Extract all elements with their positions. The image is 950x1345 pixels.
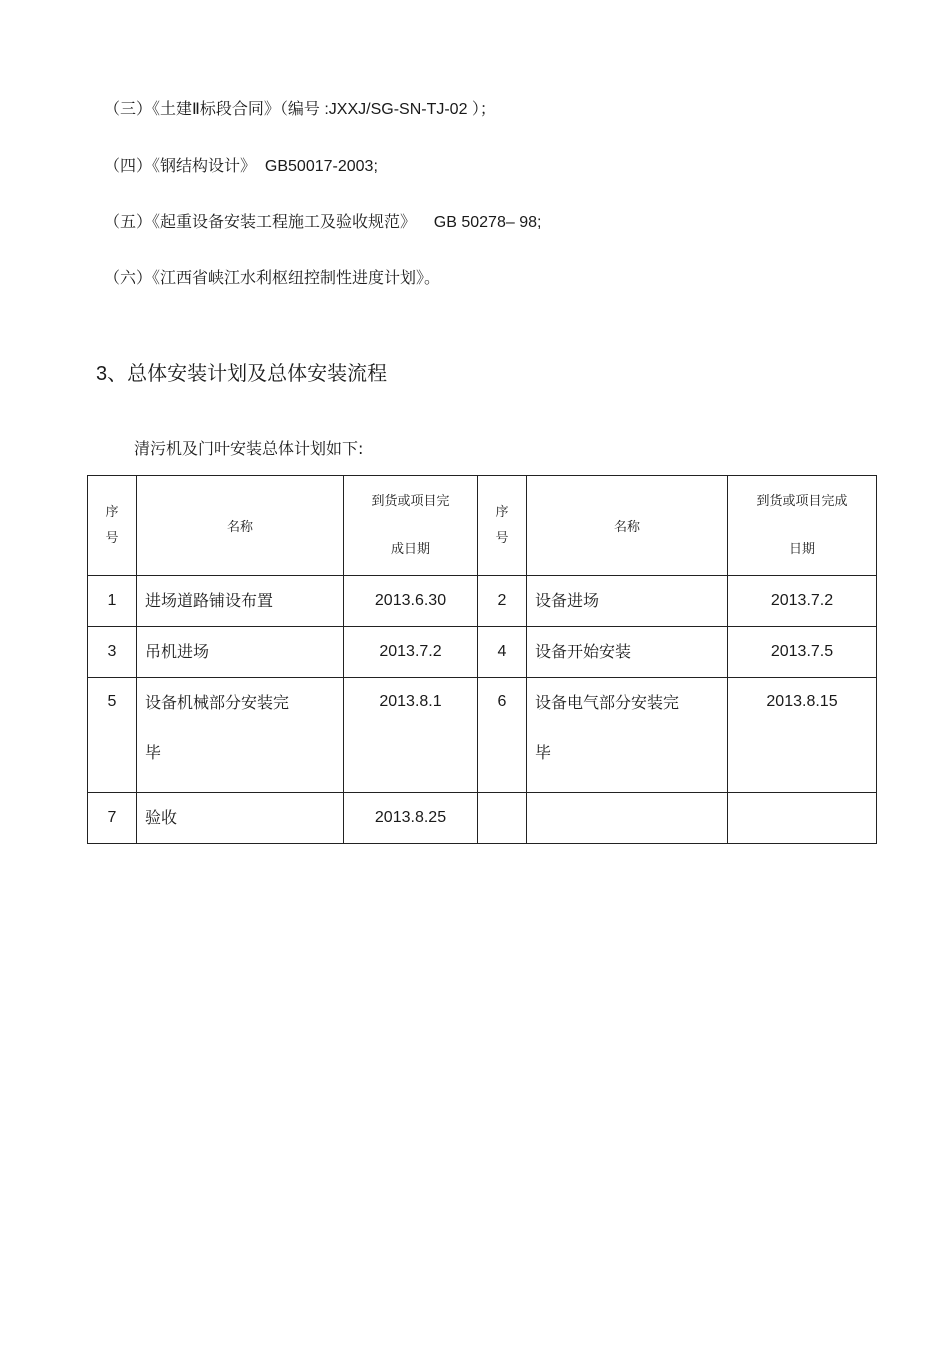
row-number: 3 (88, 627, 137, 678)
header-date-line2: 成日期 (390, 541, 430, 557)
row-number (478, 793, 527, 844)
row-name: 设备进场 (527, 576, 728, 627)
row-name (137, 678, 344, 793)
row-date: 2013.8.25 (344, 793, 478, 844)
header-date (728, 476, 877, 576)
table-row (88, 793, 877, 844)
row-name: 吊机进场 (137, 627, 344, 678)
row-date: 2013.8.15 (728, 678, 877, 793)
reference-code: GB50017-2003; (256, 158, 378, 175)
reference-code: GB 50278– 98; (416, 214, 542, 231)
table-row (88, 678, 877, 793)
row-number: 1 (88, 576, 137, 627)
header-name: 名称 (137, 476, 344, 576)
reference-item-3 (104, 99, 496, 120)
row-name-line2: 毕 (535, 743, 552, 762)
row-number: 7 (88, 793, 137, 844)
row-name-line1: 设备电气部分安装完 (535, 693, 680, 712)
reference-code: :JXXJ/SG-SN-TJ-02 ）； (319, 101, 496, 118)
reference-item-6 (104, 268, 440, 289)
header-seq-line1: 序 (105, 504, 119, 520)
reference-item-5 (104, 212, 541, 233)
reference-title: （六）《江西省峡江水利枢纽控制性进度计划》。 (104, 268, 441, 287)
header-date (344, 476, 478, 576)
row-number: 4 (478, 627, 527, 678)
row-date: 2013.7.2 (728, 576, 877, 627)
row-name: 设备开始安装 (527, 627, 728, 678)
row-name: 进场道路铺设布置 (137, 576, 344, 627)
row-number: 6 (478, 678, 527, 793)
header-date-line1: 到货或项目完成 (756, 493, 848, 509)
section-heading (96, 360, 387, 387)
row-name-line1: 设备机械部分安装完 (145, 693, 290, 712)
header-name: 名称 (527, 476, 728, 576)
reference-title: （三）《土建Ⅱ标段合同》（编号 (104, 99, 320, 118)
table-header-row (88, 476, 877, 576)
header-seq-line2: 号 (495, 530, 509, 546)
header-seq (88, 476, 137, 576)
header-date-line2: 日期 (788, 541, 815, 557)
section-number: 3、 (96, 363, 128, 385)
row-date: 2013.7.2 (344, 627, 478, 678)
table-row (88, 576, 877, 627)
row-number: 2 (478, 576, 527, 627)
header-date-line1: 到货或项目完 (371, 493, 450, 509)
header-seq-line2: 号 (105, 530, 119, 546)
reference-title: （五）《起重设备安装工程施工及验收规范》 (104, 212, 417, 231)
reference-title: （四）《钢结构设计》 (104, 156, 257, 175)
row-number: 5 (88, 678, 137, 793)
row-name (527, 678, 728, 793)
row-name: 验收 (137, 793, 344, 844)
installation-plan-table (87, 475, 877, 844)
row-date (728, 793, 877, 844)
row-date: 2013.8.1 (344, 678, 478, 793)
intro-paragraph: 清污机及门叶安装总体计划如下: (134, 439, 364, 458)
section-title: 总体安装计划及总体安装流程 (127, 361, 388, 385)
table-row (88, 627, 877, 678)
row-name-line2: 毕 (145, 743, 162, 762)
header-seq-line1: 序 (495, 504, 509, 520)
header-seq (478, 476, 527, 576)
row-date: 2013.7.5 (728, 627, 877, 678)
row-name (527, 793, 728, 844)
reference-item-4 (104, 156, 378, 177)
row-date: 2013.6.30 (344, 576, 478, 627)
